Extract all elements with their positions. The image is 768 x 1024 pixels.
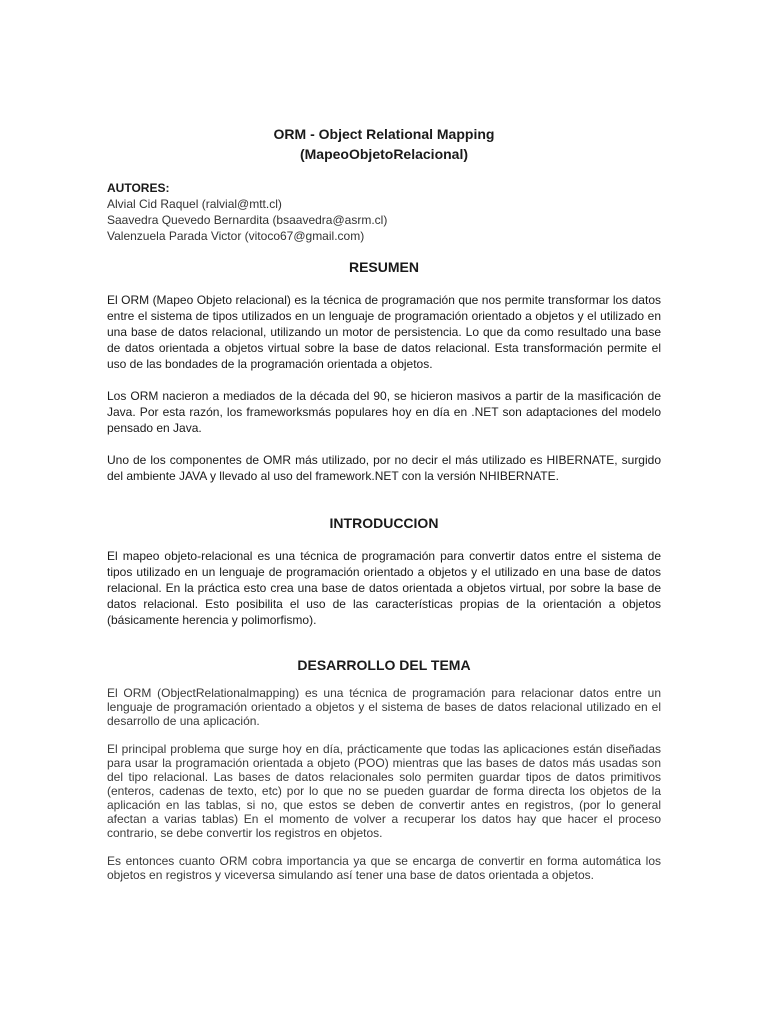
section-heading-desarrollo: DESARROLLO DEL TEMA — [297, 657, 471, 673]
authors-block — [107, 180, 661, 244]
section-heading-resumen: RESUMEN — [348, 259, 419, 275]
resumen-paragraph: Uno de los componentes de OMR más utilizado, por no decir el más utilizado es HIBERNATE, surgido del ambiente JAVA y llevado al uso del framework.NET con la versión NHIBERNATE. — [107, 453, 661, 483]
introduccion-paragraph: El mapeo objeto-relacional es una técnica de programación para convertir datos entre el sistema de tipos utilizado en un lenguaje de programación orientado a objetos y el utilizado en una base de datos relacional. En la práctica esto crea una base de datos orientada a objetos virtual, por sobre la base de datos relacional. Esto posibilita el uso de las características propias de la orientación a objetos (básicamente herencia y polimorfismo). — [107, 549, 661, 627]
authors-label: AUTORES: — [107, 181, 170, 195]
document-title: ORM - Object Relational Mapping — [273, 126, 495, 142]
desarrollo-paragraph: Es entonces cuanto ORM cobra importancia ya que se encarga de convertir en forma automática los objetos en registros y viceversa simulando así tener una base de datos orientada a objetos. — [107, 854, 661, 882]
section-heading-introduccion: INTRODUCCION — [329, 515, 439, 531]
document-page — [107, 124, 661, 882]
desarrollo-paragraph: El ORM (ObjectRelationalmapping) es una técnica de programación para relacionar datos entre un lenguaje de programación orientado a objetos y el sistema de bases de datos relacional utilizado en el desarrollo de una aplicación. — [107, 686, 661, 728]
author-entry: Saavedra Quevedo Bernardita (bsaavedra@asrm.cl) — [107, 213, 388, 227]
author-entry: Alvial Cid Raquel (ralvial@mtt.cl) — [107, 197, 282, 211]
resumen-paragraph: El ORM (Mapeo Objeto relacional) es la técnica de programación que nos permite transformar los datos entre el sistema de tipos utilizados en un lenguaje de programación orientado a objetos y el utilizado en una base de datos relacional, utilizando un motor de persistencia. Lo que da como resultado una base de datos orientada a objetos virtual sobre la base de datos relacional. Esta transformación permite el uso de las bondades de la programación orientada a objetos. — [107, 293, 661, 371]
desarrollo-paragraph: El principal problema que surge hoy en día, prácticamente que todas las aplicaciones están diseñadas para usar la programación orientada a objeto (POO) mientras que las bases de datos más usadas son del tipo relacional. Las bases de datos relacionales solo permiten guardar tipos de datos primitivos (enteros, cadenas de texto, etc) por lo que no se pueden guardar de forma directa los objetos de la aplicación en las tablas, si no, que estos se deben de convertir antes en registros, (por lo general afectan a varias tablas) En el momento de volver a recuperar los datos hay que hacer el proceso contrario, se debe convertir los registros en objetos. — [107, 742, 661, 840]
author-entry: Valenzuela Parada Victor (vitoco67@gmail.com) — [107, 229, 365, 243]
resumen-paragraph: Los ORM nacieron a mediados de la década del 90, se hicieron masivos a partir de la masificación de Java. Por esta razón, los frameworksmás populares hoy en día en .NET son adaptaciones del modelo pensado en Java. — [107, 389, 661, 435]
document-subtitle: (MapeoObjetoRelacional) — [299, 146, 469, 162]
